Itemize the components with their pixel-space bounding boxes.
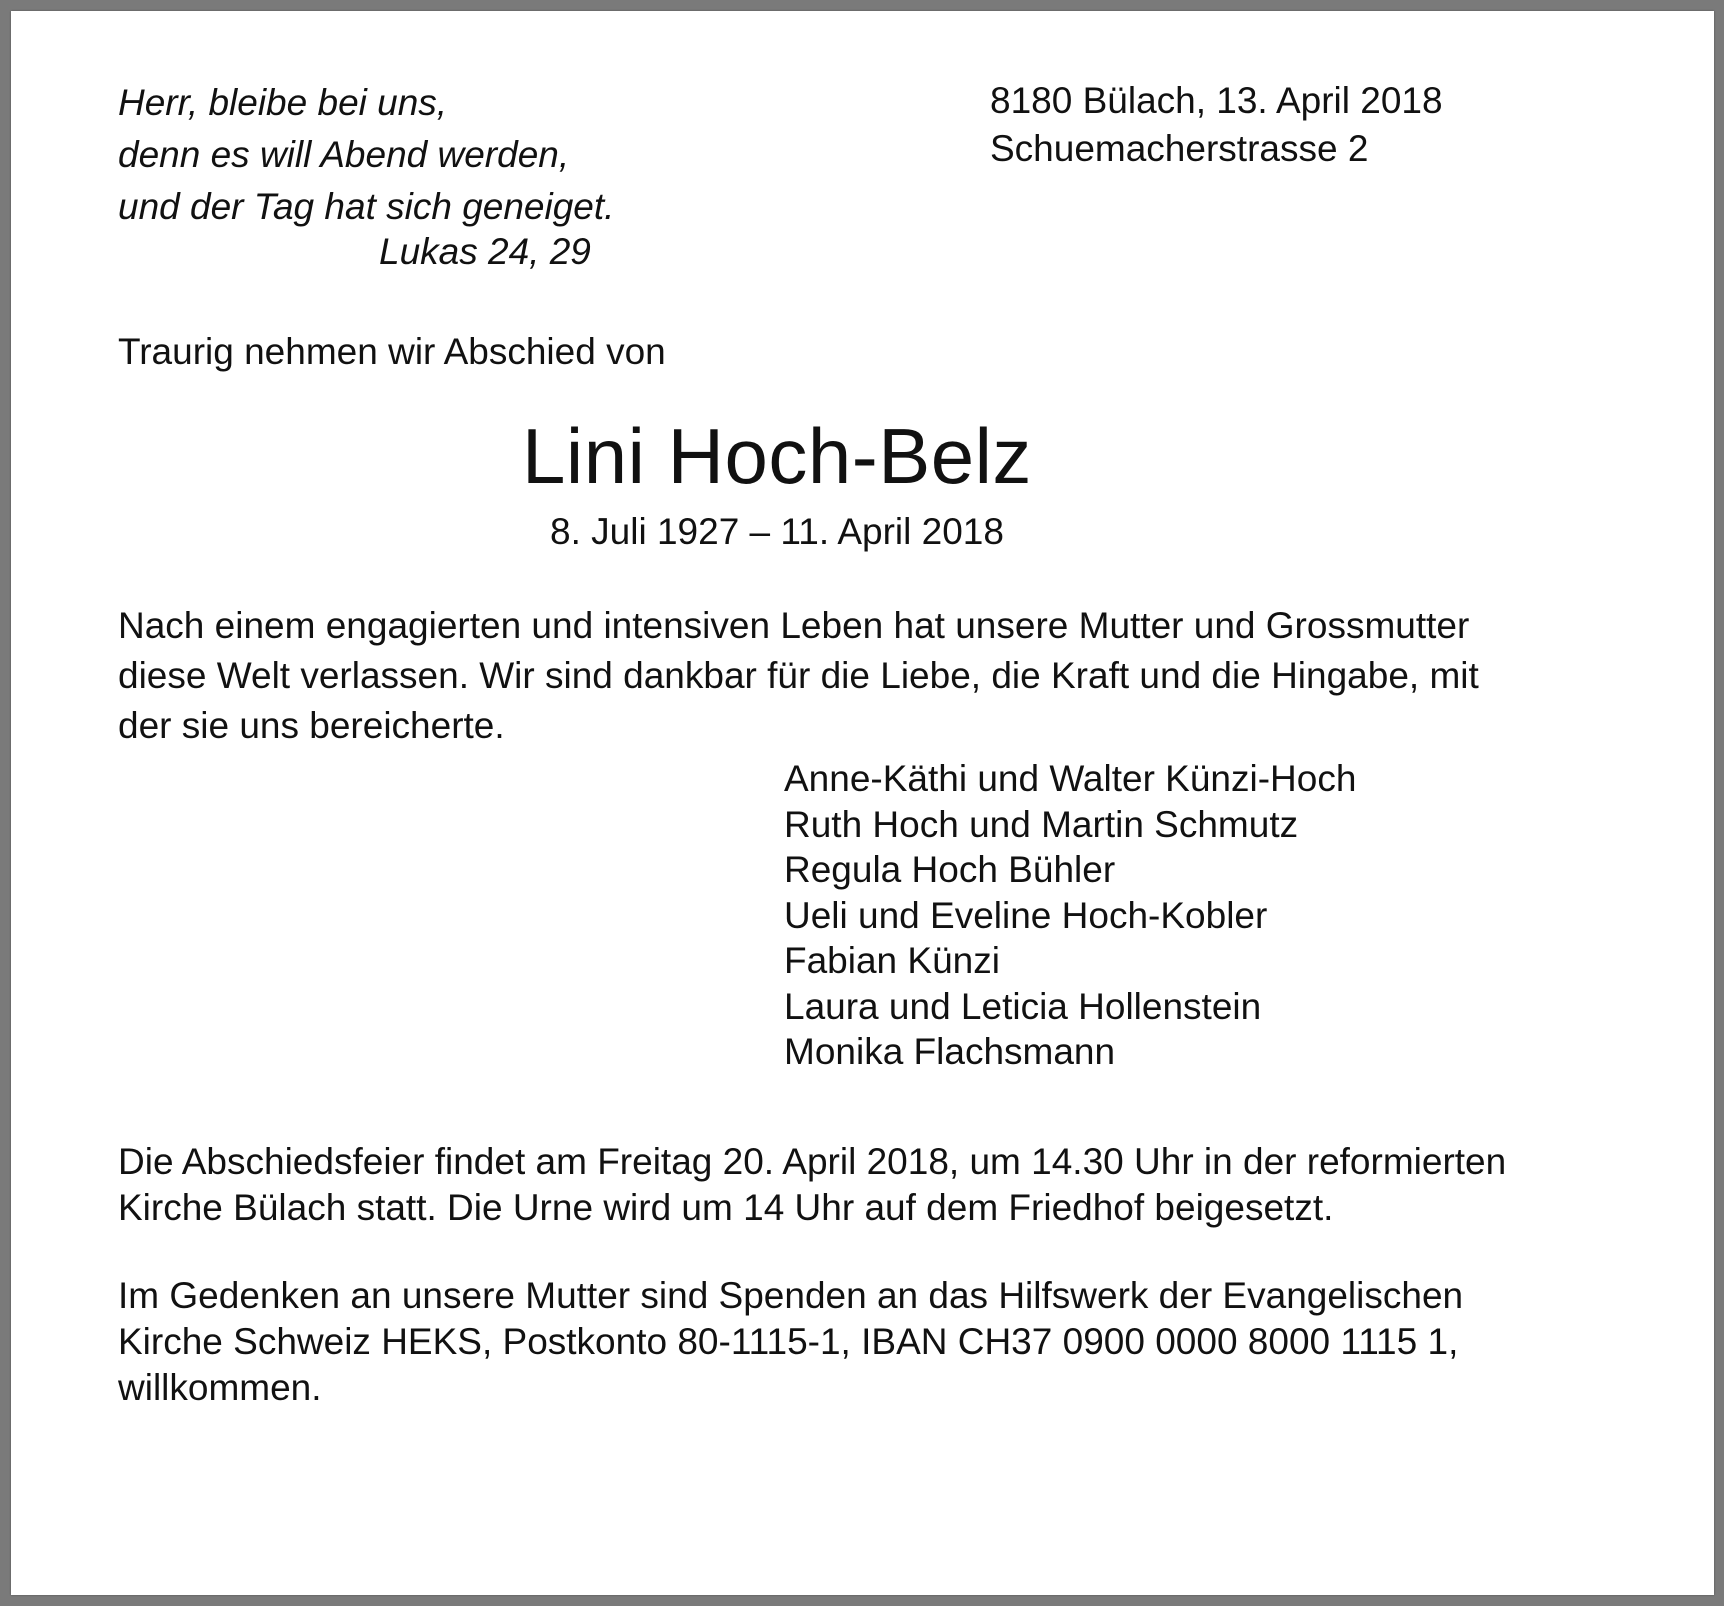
place-date: 8180 Bülach, 13. April 2018	[990, 80, 1443, 121]
life-dates: 8. Juli 1927 – 11. April 2018	[550, 511, 1004, 552]
intro-text: Traurig nehmen wir Abschied von	[118, 331, 666, 372]
mourner-name: Ruth Hoch und Martin Schmutz	[784, 803, 1299, 845]
tribute-line: der sie uns bereicherte.	[118, 705, 505, 746]
mourner-name: Laura und Leticia Hollenstein	[784, 985, 1262, 1027]
verse-reference: Lukas 24, 29	[379, 231, 591, 272]
ceremony-line: Kirche Bülach statt. Die Urne wird um 14 Uhr auf dem Friedhof beigesetzt.	[118, 1187, 1334, 1228]
tribute-paragraph	[118, 601, 1518, 751]
donation-line: Kirche Schweiz HEKS, Postkonto 80-1115-1, IBAN CH37 0900 0000 8000 1115 1,	[118, 1321, 1459, 1362]
ceremony-line: Die Abschiedsfeier findet am Freitag 20. April 2018, um 14.30 Uhr in der reformierten	[118, 1141, 1507, 1182]
mourners-list	[784, 756, 1356, 1075]
bible-verse	[118, 77, 614, 233]
verse-line: Herr, bleibe bei uns,	[118, 82, 448, 123]
verse-line: und der Tag hat sich geneiget.	[118, 186, 615, 227]
donation-paragraph	[118, 1273, 1463, 1411]
mourner-name: Ueli und Eveline Hoch-Kobler	[784, 894, 1268, 936]
obituary-page	[11, 11, 1714, 1595]
tribute-line: diese Welt verlassen. Wir sind dankbar für die Liebe, die Kraft und die Hingabe, mit	[118, 655, 1479, 696]
mourner-name: Regula Hoch Bühler	[784, 849, 1116, 890]
deceased-name: Lini Hoch-Belz	[522, 412, 1032, 500]
mourner-name: Monika Flachsmann	[784, 1031, 1116, 1072]
mourner-name: Anne-Käthi und Walter Künzi-Hoch	[784, 758, 1357, 799]
mourner-name: Fabian Künzi	[784, 940, 1000, 981]
donation-line: Im Gedenken an unsere Mutter sind Spenden an das Hilfswerk der Evangelischen	[118, 1275, 1464, 1316]
tribute-line: Nach einem engagierten und intensiven Leben hat unsere Mutter und Grossmutter	[118, 605, 1470, 646]
ceremony-paragraph	[118, 1139, 1506, 1231]
street-address: Schuemacherstrasse 2	[990, 128, 1369, 169]
place-date-address	[990, 77, 1443, 173]
verse-line: denn es will Abend werden,	[118, 134, 570, 175]
donation-line: willkommen.	[118, 1367, 322, 1408]
